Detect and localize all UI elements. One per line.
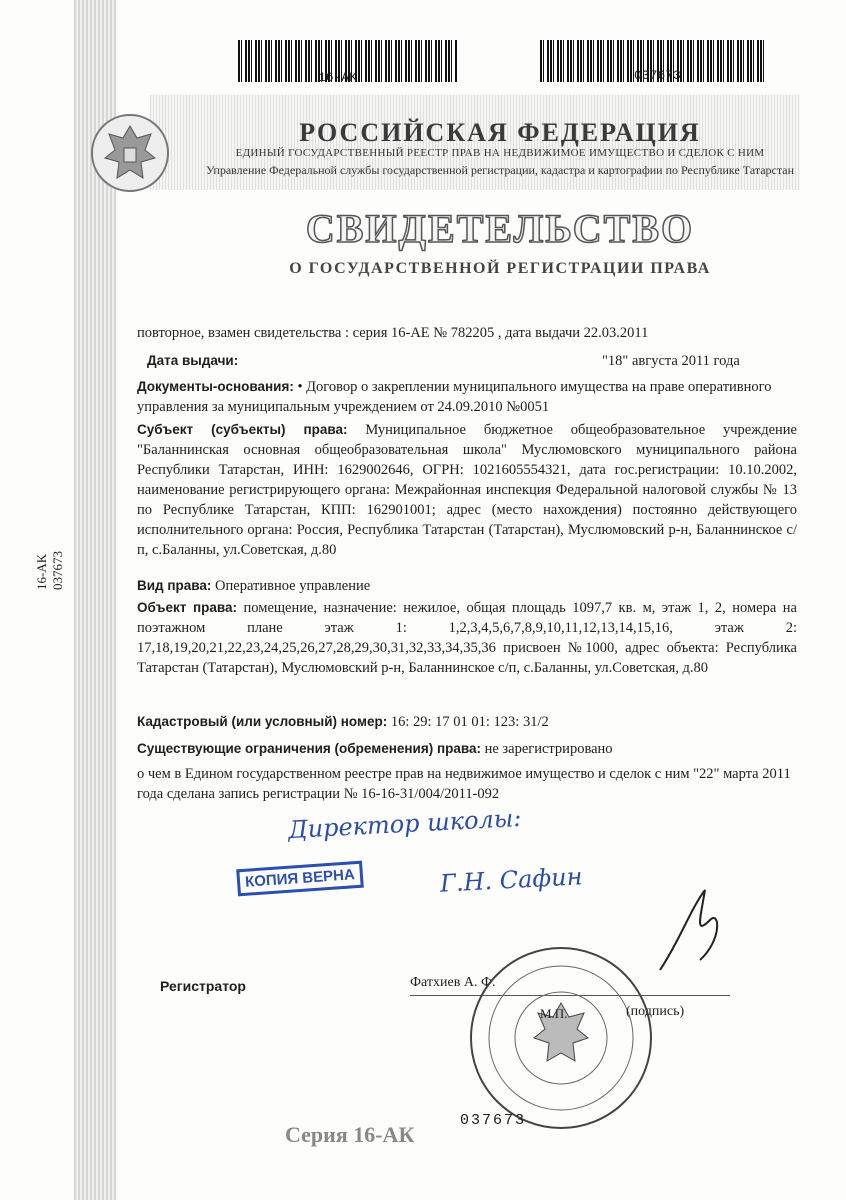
object-label: Объект права: <box>137 600 238 615</box>
object-value: помещение, назначение: нежилое, общая площадь 1097,7 кв. м, этаж 1, 2, номера на поэтажном плане этаж 1: 1,2,3,4,5,6,7,8,9,10,11,12,13,14,15,16, этаж 2: 17,18,19,20,21,22,23,24,25,26,27,28,29,30,31,32,33,34,35,36 присвоен №1000, адрес объекта: Республика Татарстан (Татарстан), Муслюмовский р-н, Баланнинское с/п, с.Баланны, ул.Советская, д.80 <box>137 600 797 676</box>
right-type-value: Оперативное управление <box>215 578 371 594</box>
encumbrance-row <box>137 739 797 759</box>
cadastral-row <box>137 712 797 732</box>
issue-date-label: Дата выдачи: <box>147 353 239 368</box>
header-registry: ЕДИНЫЙ ГОСУДАРСТВЕННЫЙ РЕЕСТР ПРАВ НА НЕДВИЖИМОЕ ИМУЩЕСТВО И СДЕЛОК С НИМ <box>235 147 765 159</box>
subject-value: Муниципальное бюджетное общеобразовательное учреждение "Баланнинская основная общеобразовательная школа" Муслюмовского муниципального района Республики Татарстан, ИНН: 1629002646, ОГРН: 1021605554321, дата гос.регистрации: 10.10.2002, наименование регистрирующего органа: Межрайонная инспекция Федеральной налоговой службы № 13 по Республике Татарстан, КПП: 162901001; адрес (место нахождения) постоянно действующего исполнительного органа: Россия, Республика Татарстан (Татарстан), Муслюмовский р-н, Баланнинское с/п, с.Баланны, ул.Советская, д.80 <box>137 422 797 558</box>
seal-mp-label: М.П. <box>540 1006 568 1021</box>
right-type-row <box>137 576 797 596</box>
barcode-left-code: 16-AK <box>318 70 358 85</box>
registration-record: о чем в Едином государственном реестре прав на недвижимое имущество и сделок с ним "22" марта 2011 года сделана запись регистрации № 16-16-31/004/2011-092 <box>137 766 791 802</box>
side-number: 037673 <box>50 551 65 590</box>
issue-date-value: "18" августа 2011 года <box>602 353 740 369</box>
encumbrance-label: Существующие ограничения (обременения) права: <box>137 741 481 756</box>
signature-caption: (подпись) <box>626 1004 685 1019</box>
footer-series: Серия 16-АК <box>285 1122 415 1147</box>
object-row <box>137 598 797 678</box>
header-agency: Управление Федеральной службы государственной регистрации, кадастра и картографии по Республике Татарстан <box>205 163 795 177</box>
document-title: СВИДЕТЕЛЬСТВО <box>305 206 695 251</box>
header-country: РОССИЙСКАЯ ФЕДЕРАЦИЯ <box>299 118 701 147</box>
subject-label: Субъект (субъекты) права: <box>137 422 348 437</box>
repeat-note: повторное, взамен свидетельства : серия 16-АЕ № 782205 , дата выдачи 22.03.2011 <box>137 325 649 341</box>
coat-of-arms-icon <box>85 108 175 198</box>
copy-stamp: КОПИЯ ВЕРНА <box>236 861 363 897</box>
registrar-signature-icon <box>650 880 730 980</box>
barcode-right-code: 037673 <box>634 68 681 83</box>
official-seal-icon <box>466 943 656 1133</box>
issue-date-row <box>137 351 797 371</box>
cadastral-label: Кадастровый (или условный) номер: <box>137 714 388 729</box>
side-code: 16-AK <box>34 553 49 590</box>
handwritten-title: Директор школы: <box>287 803 523 845</box>
registrar-label: Регистратор <box>160 978 246 994</box>
handwritten-name: Г.Н. Сафин <box>439 862 584 898</box>
subject-row <box>137 420 797 560</box>
basis-value: • Договор о закреплении муниципального имущества на праве оперативного управления за муниципальным учреждением от 24.09.2010 №0051 <box>137 379 772 415</box>
right-type-label: Вид права: <box>137 578 212 593</box>
footer-number: 037673 <box>460 1112 527 1129</box>
registrar-name: Фатхиев А. Ф. <box>410 975 496 990</box>
document-subtitle: О ГОСУДАРСТВЕННОЙ РЕГИСТРАЦИИ ПРАВА <box>289 260 711 277</box>
basis-label: Документы-основания: <box>137 379 294 394</box>
basis-row <box>137 377 797 417</box>
side-serial <box>34 470 65 590</box>
encumbrance-value: не зарегистрировано <box>484 741 613 757</box>
cadastral-value: 16: 29: 17 01 01: 123: 31/2 <box>390 714 549 730</box>
